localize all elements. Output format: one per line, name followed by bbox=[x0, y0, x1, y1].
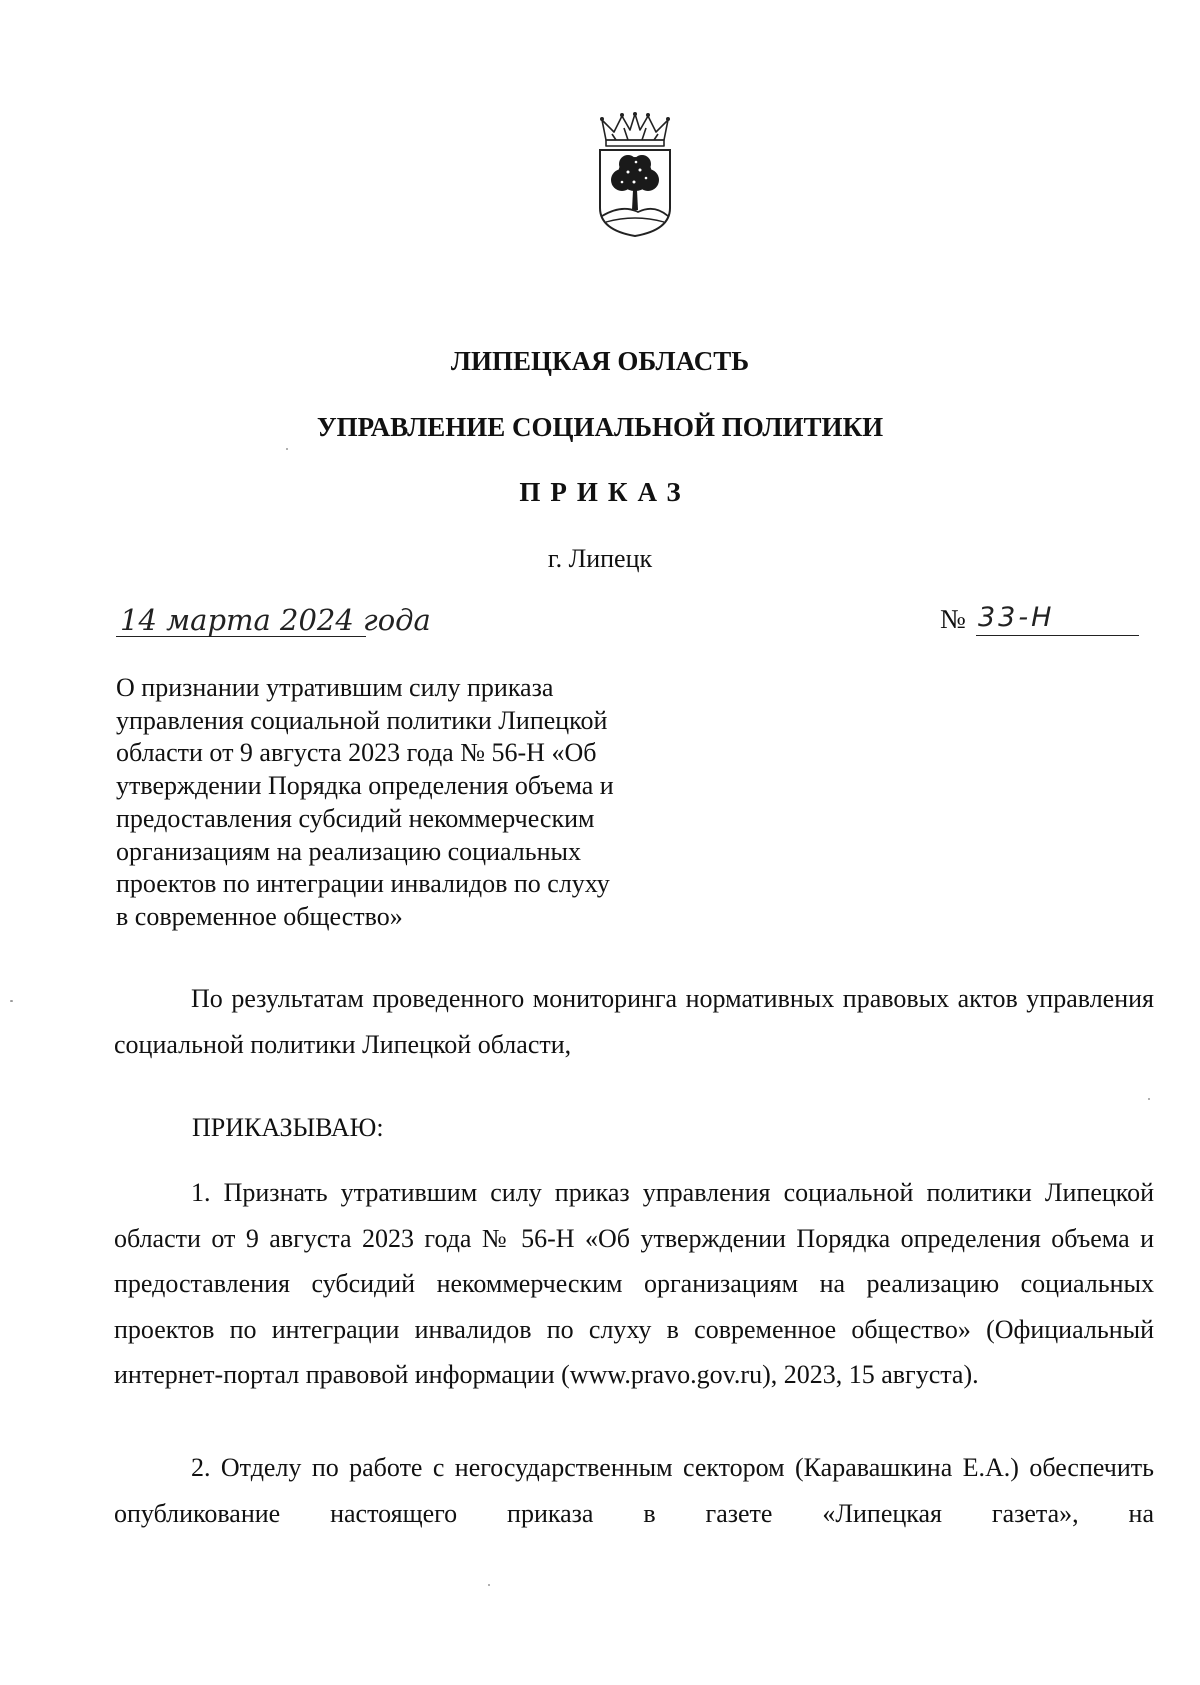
subject-line: организациям на реализацию социальных bbox=[116, 836, 581, 866]
order-date-field bbox=[116, 603, 456, 643]
order-number-field bbox=[940, 602, 1140, 642]
preamble-paragraph: По результатам проведенного мониторинга нормативных правовых актов управления социальной политики Липецкой области, bbox=[114, 984, 1154, 1059]
order-number: 33-Н bbox=[978, 602, 1055, 633]
subject-line: области от 9 августа 2023 года № 56-Н «Об bbox=[116, 738, 597, 768]
scan-speck bbox=[10, 1000, 13, 1002]
region-title: ЛИПЕЦКАЯ ОБЛАСТЬ bbox=[450, 346, 750, 376]
document-type-title: ПРИКАЗ bbox=[519, 477, 691, 507]
scan-speck bbox=[488, 1584, 490, 1586]
city-label: г. Липецк bbox=[547, 544, 653, 573]
subject-line: в современное общество» bbox=[116, 901, 403, 931]
order-item-2: 2. Отделу по работе с негосударственным сектором (Каравашкина Е.А.) обеспечить опубликование настоящего приказа в газете «Липецкая газета», на bbox=[114, 1453, 1154, 1528]
lipetsk-coat-of-arms-icon bbox=[592, 112, 678, 240]
subject-line: управления социальной политики Липецкой bbox=[116, 705, 608, 735]
subject-line: О признании утратившим силу приказа bbox=[116, 673, 554, 702]
subject-line: проектов по интеграции инвалидов по слуху bbox=[116, 869, 610, 899]
scan-speck bbox=[286, 448, 288, 450]
subject-line: предоставления субсидий некоммерческим bbox=[116, 803, 595, 833]
department-title: УПРАВЛЕНИЕ СОЦИАЛЬНОЙ ПОЛИТИКИ bbox=[316, 412, 884, 442]
order-subject bbox=[116, 672, 676, 934]
order-date: 14 марта 2024 года bbox=[120, 603, 431, 637]
scan-speck bbox=[1148, 1098, 1150, 1100]
order-directive: ПРИКАЗЫВАЮ: bbox=[192, 1113, 384, 1142]
subject-line: утверждении Порядка определения объема и bbox=[116, 771, 614, 801]
number-underline bbox=[976, 635, 1139, 636]
number-sign: № bbox=[940, 604, 966, 634]
date-underline bbox=[116, 636, 366, 637]
order-item-1: 1. Признать утратившим силу приказ управления социальной политики Липецкой области от 9 августа 2023 года № 56-Н «Об утверждении Порядка определения объема и предоставления субсидий некоммерческим организациям на реализацию социальных проектов по интеграции инвалидов по слуху в современное общество» (Официальный интернет-портал правовой информации (www.pravo.gov.ru), 2023, 15 августа). bbox=[114, 1178, 1154, 1390]
